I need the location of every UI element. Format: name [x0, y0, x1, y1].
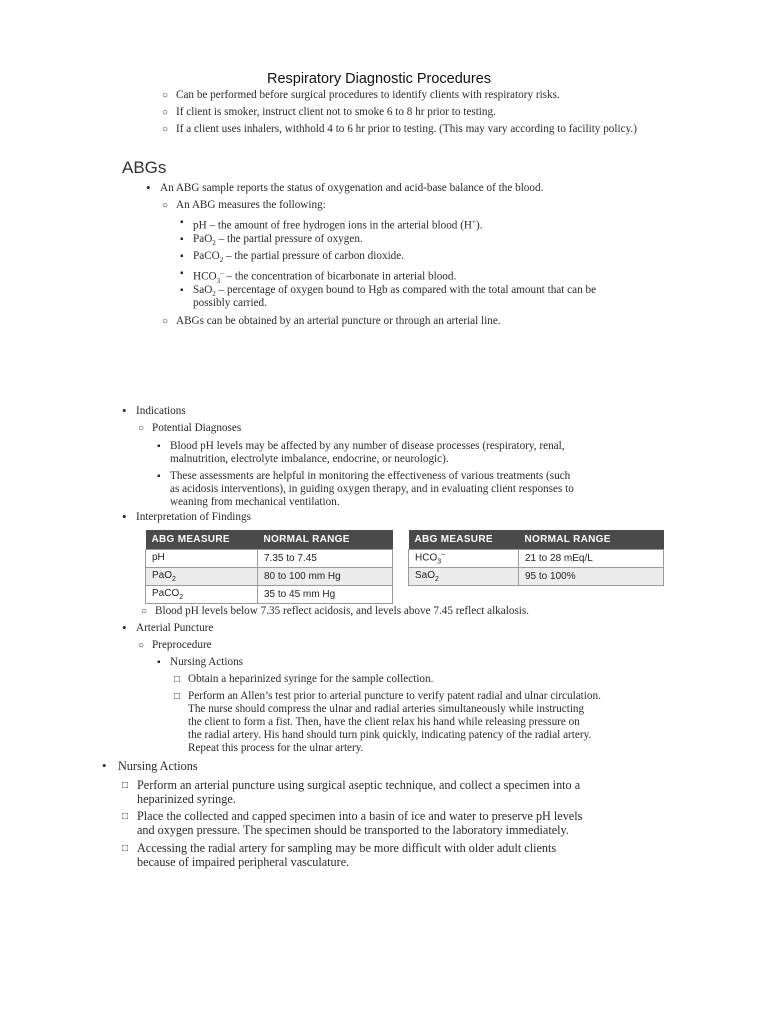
indication-item-cont: weaning from mechanical ventilation. — [170, 496, 340, 508]
intro-item: ○ If client is smoker, instruct client not to smoke 6 to 8 hr prior to testing. — [176, 106, 496, 120]
table-header: ABG MEASURE — [146, 530, 258, 550]
indication-item-cont: as acidosis interventions), in guiding oxygen therapy, and in evaluating client responses to — [170, 483, 574, 495]
nursing-actions-heading: • Nursing Actions — [118, 759, 198, 774]
intro-item: ○ Can be performed before surgical procedures to identify clients with respiratory risks. — [176, 89, 560, 103]
abg-obtained-item: ○ ABGs can be obtained by an arterial puncture or through an arterial line. — [176, 315, 501, 329]
measure-item-pao2: ▪ PaO$_2$ – the partial pressure of oxygen. — [193, 233, 363, 251]
allen-test-cont: Repeat this process for the ulnar artery. — [188, 742, 364, 754]
measure-item-sao2-cont: possibly carried. — [193, 297, 267, 309]
table-header: NORMAL RANGE — [258, 530, 393, 550]
allen-test-item: □ Perform an Allen’s test prior to arterial puncture to verify patent radial and ulnar circulation. — [188, 690, 601, 704]
intro-item: ○ If a client uses inhalers, withhold 4 to 6 hr prior to testing. (This may vary according to facility policy.) — [176, 123, 637, 137]
nursing-action-cont: heparinized syringe. — [137, 792, 236, 806]
nursing-action-item: □ Place the collected and capped specimen into a basin of ice and water to preserve pH levels — [137, 809, 582, 824]
nursing-action-cont: and oxygen pressure. The specimen should be transported to the laboratory immediately. — [137, 823, 569, 837]
indications-item: • Indications — [136, 405, 186, 419]
measure-item-sao2: ▪ SaO$_2$ – percentage of oxygen bound to Hgb as compared with the total amount that can be — [193, 284, 596, 302]
allen-test-cont: The nurse should compress the ulnar and radial arteries simultaneously while instructing — [188, 703, 585, 715]
indication-item-cont: malnutrition, electrolyte imbalance, endocrine, or neurologic). — [170, 453, 449, 465]
nursing-action-item: □ Accessing the radial artery for sampling may be more difficult with older adult clients — [137, 841, 556, 856]
indication-item: ▪ Blood pH levels may be affected by any number of disease processes (respiratory, renal, — [170, 440, 565, 454]
page-title: Respiratory Diagnostic Procedures — [266, 71, 492, 87]
table-row: pH 7.35 to 7.45 — [146, 550, 393, 568]
potential-diagnoses-item: ○ Potential Diagnoses — [152, 422, 241, 436]
abg-measures-intro: ○ An ABG measures the following: — [176, 199, 326, 213]
interpretation-item: • Interpretation of Findings — [136, 511, 251, 525]
abg-table-right — [408, 530, 664, 586]
nursing-action-cont: because of impaired peripheral vasculature. — [137, 855, 350, 869]
arterial-puncture-item: • Arterial Puncture — [136, 622, 213, 636]
table-row: PaCO$_2$ 35 to 45 mm Hg — [146, 586, 393, 604]
obtain-syringe-item: □ Obtain a heparinized syringe for the sample collection. — [188, 673, 433, 687]
measure-item-ph: ▪ pH – the amount of free hydrogen ions in the arterial blood (H+). — [193, 216, 483, 233]
measure-item-paco2: ▪ PaCO$_2$ – the partial pressure of carbon dioxide. — [193, 250, 404, 268]
abg-main-item: • An ABG sample reports the status of oxygenation and acid-base balance of the blood. — [160, 182, 543, 196]
table-header: NORMAL RANGE — [519, 530, 664, 550]
section-heading-abgs: ABGs — [122, 158, 167, 177]
abg-table-left — [145, 530, 393, 604]
allen-test-cont: the radial artery. His hand should turn pink quickly, indicating patency of the radial artery. — [188, 729, 592, 741]
allen-test-cont: the client to form a fist. Then, have the client relax his hand while releasing pressure on — [188, 716, 580, 728]
acidosis-note: ○ Blood pH levels below 7.35 reflect acidosis, and levels above 7.45 reflect alkalosis. — [155, 605, 529, 619]
preprocedure-item: ○ Preprocedure — [152, 639, 212, 653]
table-row: SaO$_2$ 95 to 100% — [409, 568, 664, 586]
indication-item: ▪ These assessments are helpful in monitoring the effectiveness of various treatments (such — [170, 470, 570, 484]
table-row: PaO$_2$ 80 to 100 mm Hg — [146, 568, 393, 586]
nursing-actions-sub-item: ▪ Nursing Actions — [170, 656, 243, 670]
table-header: ABG MEASURE — [409, 530, 519, 550]
nursing-action-item: □ Perform an arterial puncture using surgical aseptic technique, and collect a specimen into a — [137, 778, 580, 793]
table-row: $HCO_3^-$ 21 to 28 mEq/L — [409, 550, 664, 568]
measure-item-hco3: ▪ $HCO_3^-$ – the concentration of bicarbonate in arterial blood. — [193, 267, 456, 288]
